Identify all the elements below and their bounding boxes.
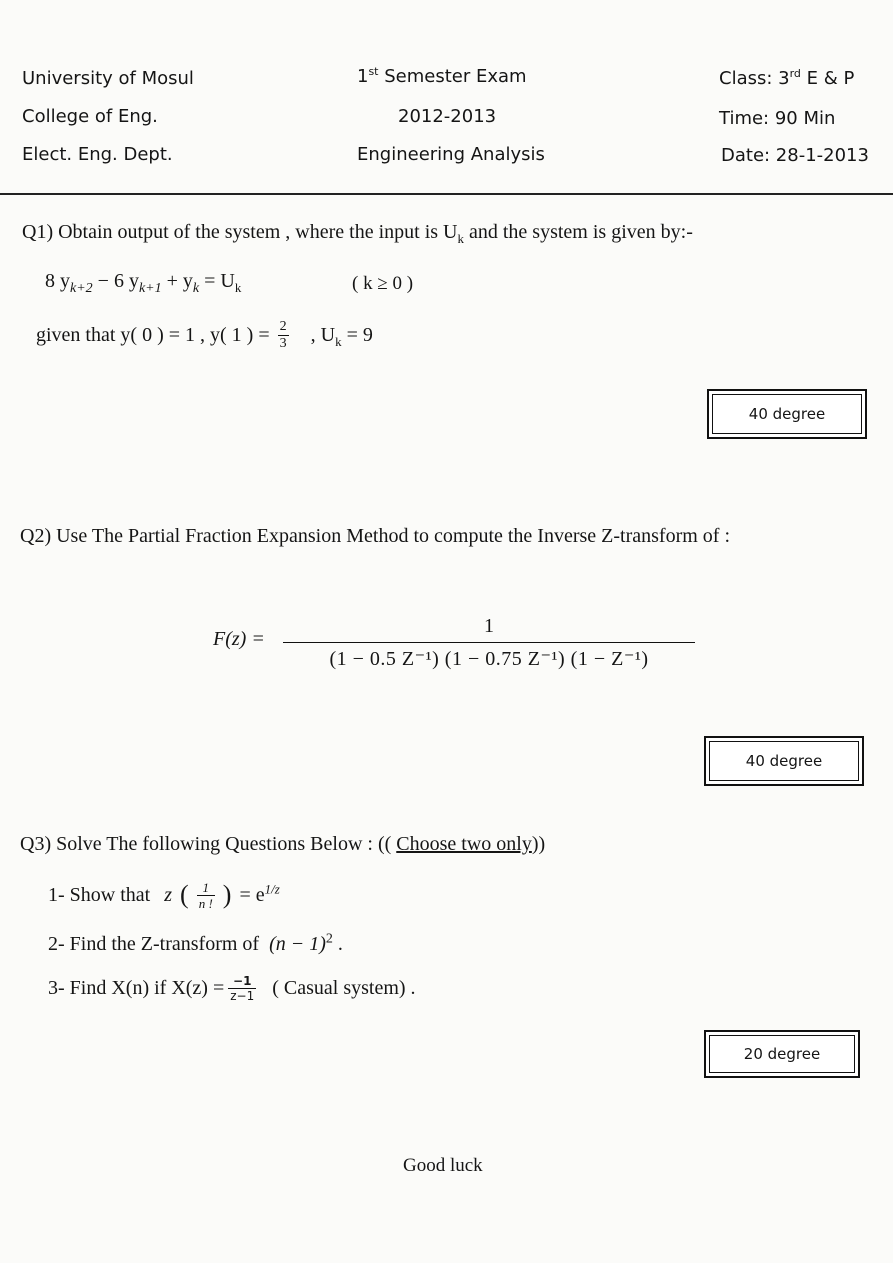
q3-item-3: 3- Find X(n) if X(z) = $\frac{-1}{z-1}$ ( Casual system) . [48,974,416,1003]
header-class: Class: 3rd E & P [719,67,855,89]
q2-grade-box [704,736,864,786]
q1-fraction: $\frac{2}{3}$ [279,319,287,351]
q1-prompt: Q1) Obtain output of the system , where the input is $U_k$ and the system is given by:- [22,221,693,246]
header-exam: 1st Semester Exam [357,65,527,87]
q3-item1-fraction: $\frac{1}{n !}$ [198,879,213,911]
q1-condition: ( k ≥ 0 ) [352,273,414,294]
header-divider [0,193,893,195]
q1-grade-box [707,389,867,439]
q2-grade: 40 degree [709,741,859,781]
q2-fraction [283,615,695,671]
q3-item-2: 2- Find the Z-transform of $(n - 1)^2$ . [48,931,343,955]
q3-item3-fraction: $\frac{-1}{z-1}$ [230,974,255,1003]
q1-equation: 8 $y_{k+2} - 6$ $y_{k+1} + y_k = U_k$ [45,270,242,296]
header-time: Time: 90 Min [719,108,836,129]
header-date: Date: 28-1-2013 [721,145,869,166]
q2-prompt: Q2) Use The Partial Fraction Expansion Method to compute the Inverse Z-transform of : [20,525,731,547]
q1-grade: 40 degree [712,394,862,434]
header-university: University of Mosul [22,68,194,89]
q2-lhs: F(z) = [213,628,265,650]
header-dept: Elect. Eng. Dept. [22,144,173,165]
header-subject: Engineering Analysis [357,144,545,165]
q2-numerator: 1 [283,615,695,643]
q3-grade: 20 degree [709,1035,855,1073]
header-college: College of Eng. [22,106,158,127]
q3-item-1: 1- Show that z ( $\frac{1}{n !}$ ) = $e^{1/z}$ [48,879,280,911]
footer-good-luck: Good luck [403,1155,483,1176]
header-year: 2012-2013 [398,106,497,127]
q1-given: given that y( 0 ) = 1 , y( 1 ) = $\frac{2}{3}$ , $U_k = 9$ [36,319,373,351]
q3-grade-box [704,1030,860,1078]
q3-prompt: Q3) Solve The following Questions Below : (( Choose two only)) [20,833,546,855]
q2-denominator: (1 − 0.5 Z⁻¹) (1 − 0.75 Z⁻¹) (1 − Z⁻¹) [329,648,649,670]
